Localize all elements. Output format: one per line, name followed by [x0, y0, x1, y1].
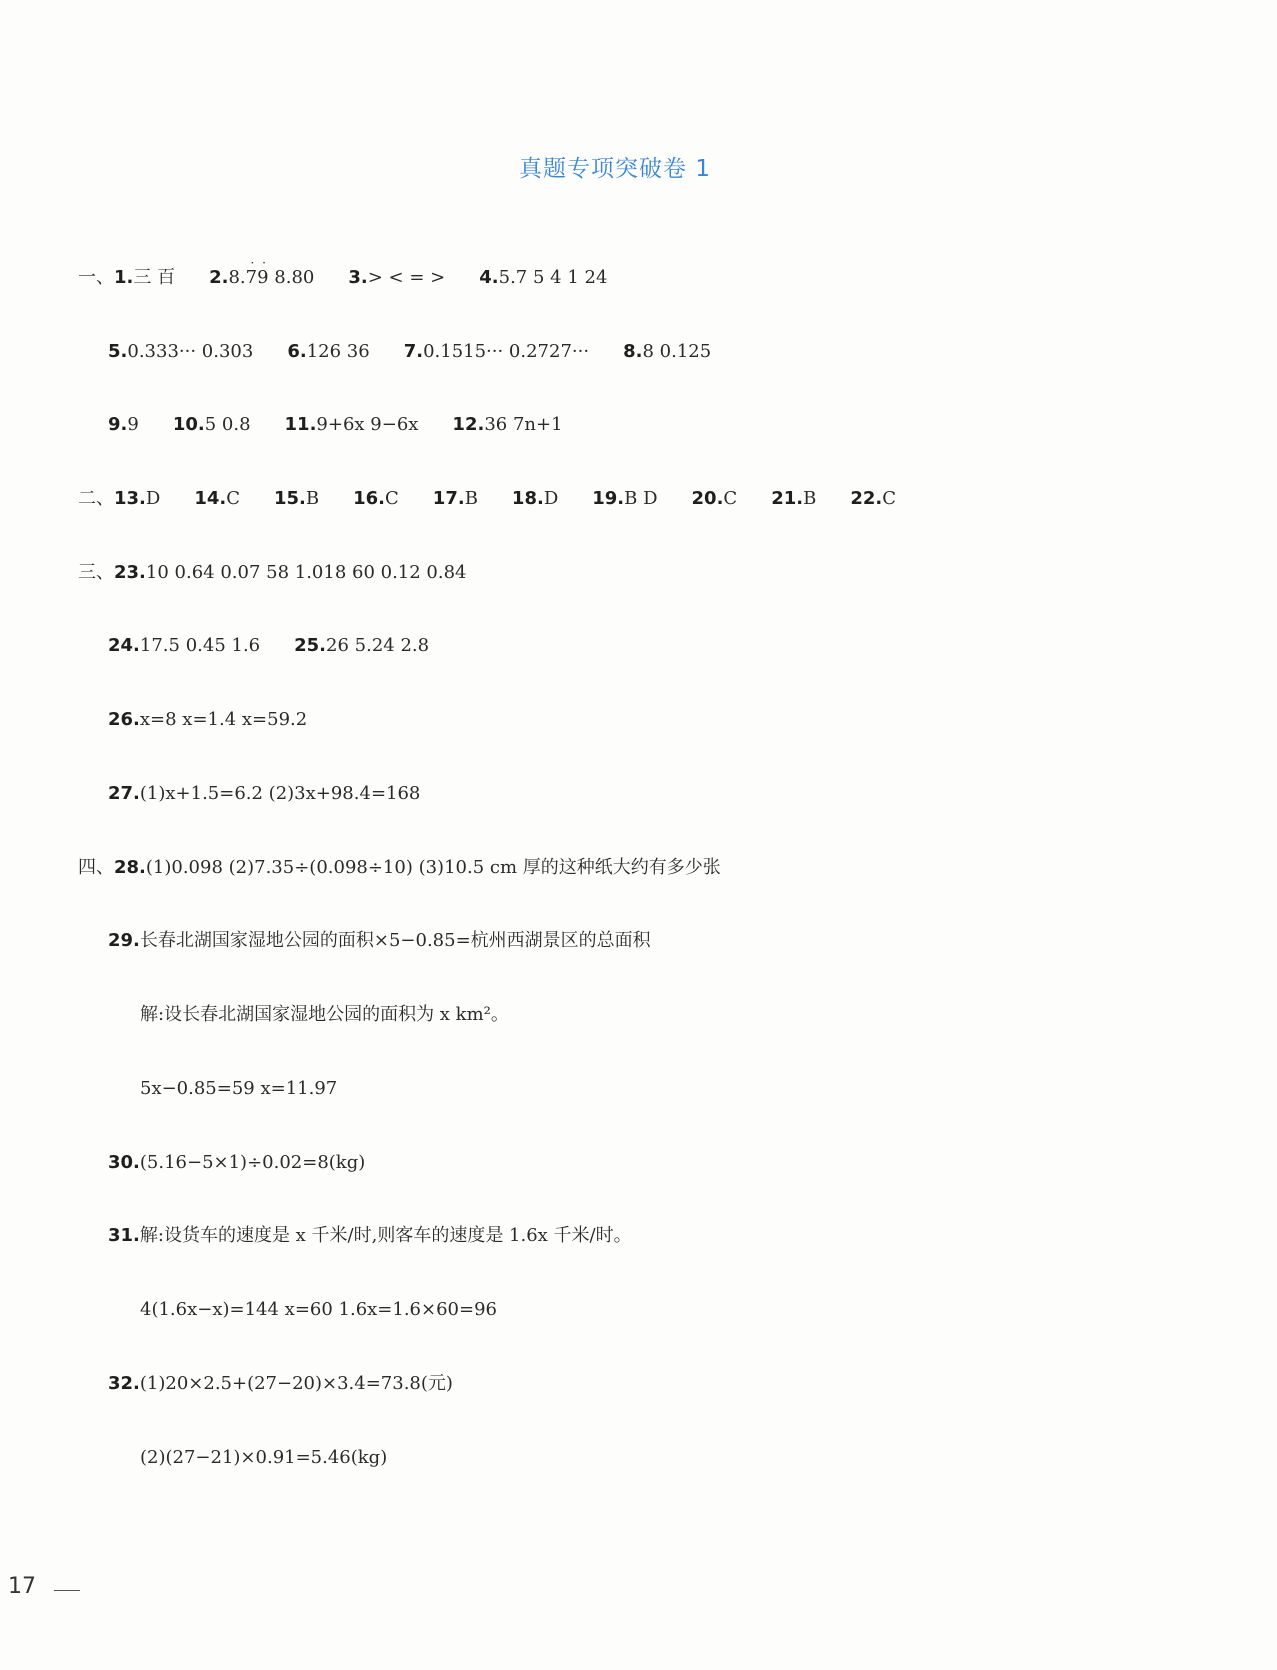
answer-line-5 — [78, 561, 501, 585]
answer-line-11 — [140, 1003, 543, 1027]
answer-text: 5.7 5 4 1 24 — [498, 267, 608, 288]
answer-line-17 — [140, 1446, 421, 1470]
answer-line-2 — [108, 340, 745, 364]
question-number: 24. — [108, 635, 140, 656]
answer-text: 5 0.8 — [204, 414, 251, 435]
section-label: 四、 — [78, 857, 114, 878]
question-number: 23. — [114, 562, 146, 583]
answer-line-15 — [140, 1298, 531, 1322]
question-number: 14. — [194, 488, 227, 509]
answer-text: 0.333··· 0.303 — [127, 341, 254, 362]
answer-text: 9 — [127, 414, 139, 435]
answer-text: C — [385, 488, 399, 509]
answer-text: · · 8.79 8.80 — [228, 267, 314, 288]
question-number: 26. — [108, 709, 140, 730]
question-number: 30. — [108, 1152, 140, 1173]
answer-text: C — [723, 488, 738, 509]
answer-text: (1)20×2.5+(27−20)×3.4=73.8(元) — [139, 1373, 453, 1394]
answer-text: 26 5.24 2.8 — [326, 635, 430, 656]
page-title: 真题专项突破卷 1 — [519, 156, 711, 182]
question-number: 20. — [691, 488, 724, 509]
answer-text: 三 百 — [133, 267, 176, 288]
answer-text: 9+6x 9−6x — [316, 414, 419, 435]
question-number: 27. — [108, 783, 140, 804]
answer-line-13 — [108, 1151, 399, 1175]
answer-text: (1)0.098 (2)7.35÷(0.098÷10) (3)10.5 cm 厚的这种纸大约有多少张 — [145, 857, 721, 878]
answer-line-8 — [108, 782, 454, 806]
question-number: 7. — [403, 341, 424, 362]
question-number: 17. — [432, 488, 465, 509]
answer-text: 36 7n+1 — [484, 414, 563, 435]
answer-text: 长春北湖国家湿地公园的面积×5−0.85=杭州西湖景区的总面积 — [139, 930, 651, 951]
question-number: 11. — [284, 414, 317, 435]
section-label: 二、 — [78, 488, 114, 509]
question-number: 22. — [850, 488, 883, 509]
question-number: 15. — [274, 488, 306, 509]
answer-text: 126 36 — [306, 341, 370, 362]
answer-text: C — [226, 488, 240, 509]
answer-line-10 — [108, 929, 685, 953]
answer-line-12 — [140, 1077, 371, 1101]
answer-text: B — [464, 488, 478, 509]
question-number: 4. — [479, 267, 499, 288]
answer-text: 解:设长春北湖国家湿地公园的面积为 x km²。 — [140, 1004, 509, 1025]
answer-text: > < = > — [367, 267, 446, 288]
question-number: 8. — [623, 341, 643, 362]
question-number: 19. — [592, 488, 625, 509]
question-number: 16. — [353, 488, 386, 509]
answer-text: B D — [624, 488, 658, 509]
answer-text: 5x−0.85=59 x=11.97 — [140, 1078, 338, 1099]
answer-text: 10 0.64 0.07 58 1.018 60 0.12 0.84 — [145, 562, 467, 583]
question-number: 6. — [287, 341, 307, 362]
answer-text: B — [305, 488, 320, 509]
question-number: 29. — [108, 930, 140, 951]
answer-line-6 — [108, 634, 463, 658]
section-label: 一、 — [78, 267, 114, 288]
answer-line-9 — [78, 856, 755, 880]
answer-line-14 — [108, 1224, 666, 1248]
answer-line-1 — [78, 266, 641, 290]
answer-text: B — [803, 488, 817, 509]
section-label: 三、 — [78, 562, 114, 583]
answer-text: 解:设货车的速度是 x 千米/时,则客车的速度是 1.6x 千米/时。 — [139, 1225, 632, 1246]
question-number: 5. — [108, 341, 128, 362]
answer-text: x=8 x=1.4 x=59.2 — [139, 709, 308, 730]
question-number: 21. — [771, 488, 804, 509]
answer-line-7 — [108, 708, 341, 732]
answer-text: (1)x+1.5=6.2 (2)3x+98.4=168 — [139, 783, 421, 804]
question-number: 18. — [511, 488, 544, 509]
question-number: 12. — [452, 414, 485, 435]
question-number: 2. — [209, 267, 229, 288]
answer-text: (2)(27−21)×0.91=5.46(kg) — [140, 1447, 388, 1468]
question-number: 3. — [348, 267, 368, 288]
answer-text: 0.1515··· 0.2727··· — [423, 341, 590, 362]
page-number-dash — [54, 1590, 80, 1591]
page-number: 17 — [8, 1574, 36, 1599]
answer-line-3 — [108, 413, 597, 437]
question-number: 10. — [172, 414, 205, 435]
question-number: 13. — [114, 488, 146, 509]
answer-text: C — [882, 488, 896, 509]
answer-text: 4(1.6x−x)=144 x=60 1.6x=1.6×60=96 — [140, 1299, 497, 1320]
answer-text: D — [145, 488, 161, 509]
question-number: 32. — [108, 1373, 140, 1394]
answer-line-4 — [78, 487, 930, 511]
question-number: 31. — [108, 1225, 140, 1246]
question-number: 28. — [114, 857, 146, 878]
answer-text: (5.16−5×1)÷0.02=8(kg) — [139, 1152, 366, 1173]
answer-text: D — [543, 488, 559, 509]
question-number: 9. — [108, 414, 128, 435]
answer-text: 17.5 0.45 1.6 — [139, 635, 261, 656]
answer-line-16 — [108, 1372, 487, 1396]
question-number: 1. — [114, 267, 134, 288]
answer-text: 8 0.125 — [642, 341, 712, 362]
question-number: 25. — [294, 635, 327, 656]
